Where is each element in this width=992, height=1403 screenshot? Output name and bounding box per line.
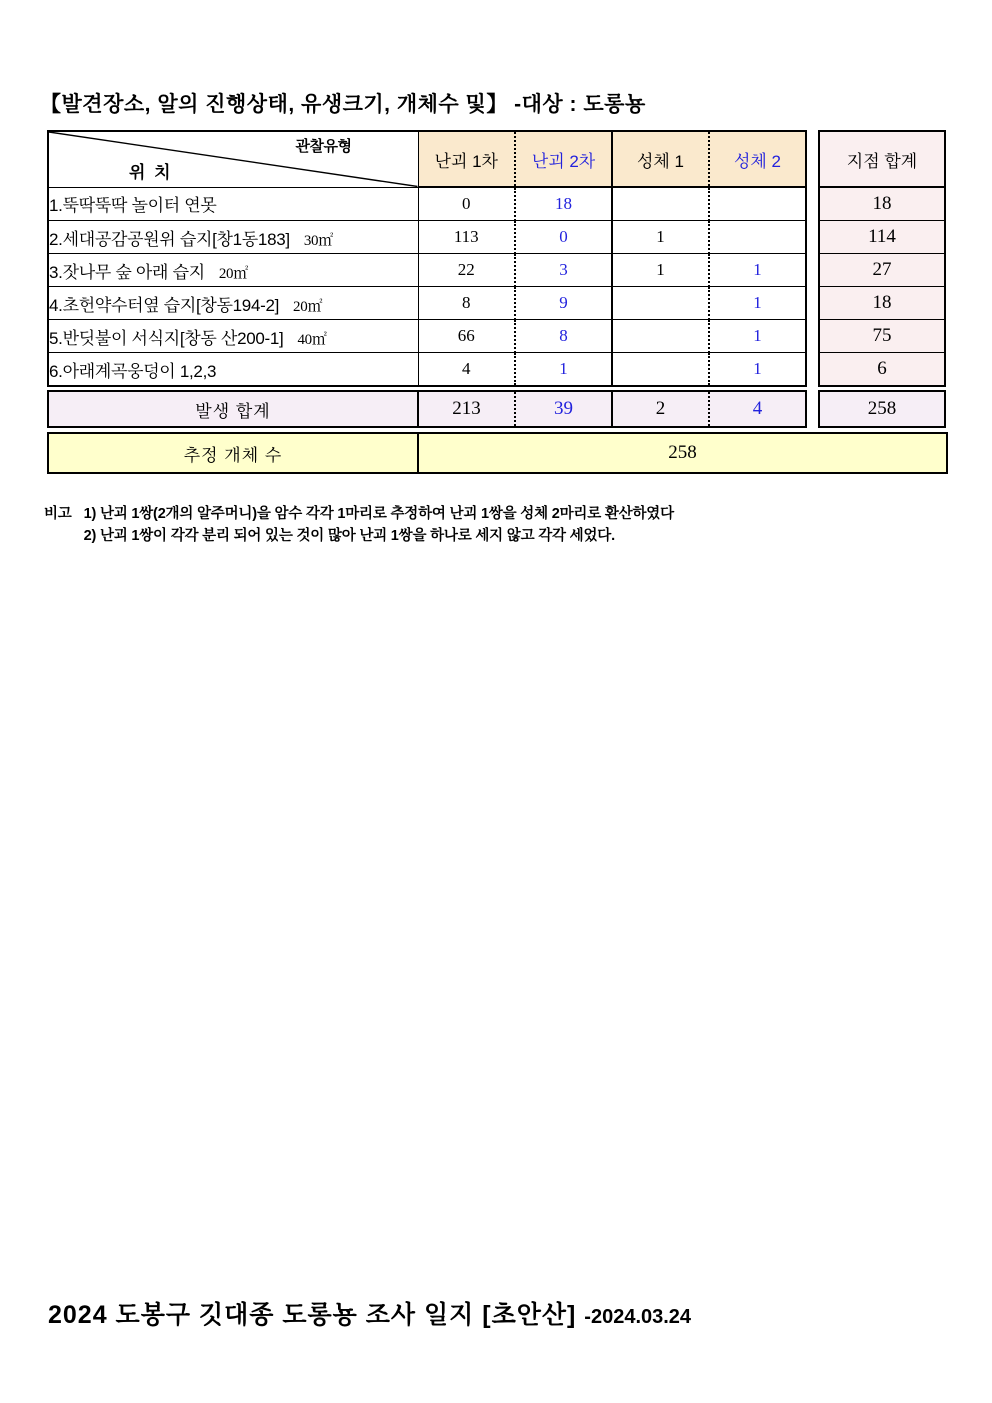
notes-label: 비고 [44, 506, 72, 522]
location-name: 6.아래계곡웅덩이 1,2,3 [49, 361, 217, 381]
location-cell [48, 320, 418, 353]
total-sum-row [819, 391, 945, 427]
cell-egg1: 0 [418, 187, 515, 221]
cell-point-total: 18 [819, 287, 945, 320]
cell-adult2: 1 [709, 254, 806, 287]
total-row [48, 391, 806, 427]
cell-adult2: 1 [709, 353, 806, 387]
location-name: 2.세대공감공원위 습지[창1동183] [49, 229, 290, 249]
cell-point-total: 27 [819, 254, 945, 287]
cell-egg2: 9 [515, 287, 612, 320]
location-cell [48, 287, 418, 320]
cell-point-total: 114 [819, 221, 945, 254]
location-area: 40㎡ [297, 331, 327, 348]
table-header-row [48, 131, 806, 187]
location-cell [48, 353, 418, 387]
location-area: 20㎡ [293, 298, 323, 315]
total-label: 발생 합계 [48, 391, 418, 427]
cell-egg2: 18 [515, 187, 612, 221]
total-egg1: 213 [418, 391, 515, 427]
sum-row [819, 187, 945, 221]
cell-adult1: 1 [612, 221, 709, 254]
notes-list [84, 503, 674, 547]
footer-title [48, 1295, 691, 1331]
location-name: 5.반딧불이 서식지[창동 산200-1] [49, 328, 284, 348]
notes-section [44, 503, 674, 547]
column-header-adult1: 성체 1 [612, 131, 709, 187]
cell-egg2: 3 [515, 254, 612, 287]
location-area: 30㎡ [303, 232, 333, 249]
location-cell [48, 187, 418, 221]
cell-egg1: 4 [418, 353, 515, 387]
point-total-column [818, 130, 946, 387]
corner-type-label: 관찰유형 [295, 138, 352, 155]
estimate-value: 258 [418, 433, 947, 473]
cell-egg2: 0 [515, 221, 612, 254]
sum-row [819, 320, 945, 353]
occurrence-total-row [47, 390, 807, 428]
estimate-row [48, 433, 947, 473]
observation-table [47, 130, 807, 387]
sum-header-row [819, 131, 945, 187]
location-cell [48, 254, 418, 287]
total-egg2: 39 [515, 391, 612, 427]
cell-adult2: 1 [709, 287, 806, 320]
sum-row [819, 221, 945, 254]
location-name: 1.뚝딱뚝딱 놀이터 연못 [49, 196, 217, 216]
estimated-population-row [47, 432, 948, 474]
cell-adult2: 1 [709, 320, 806, 353]
cell-adult2 [709, 187, 806, 221]
estimate-label: 추정 개체 수 [48, 433, 418, 473]
column-header-egg2: 난괴 2차 [515, 131, 612, 187]
cell-adult1 [612, 320, 709, 353]
cell-adult1 [612, 287, 709, 320]
location-cell [48, 221, 418, 254]
sum-row [819, 353, 945, 387]
cell-egg2: 1 [515, 353, 612, 387]
note-item: 2) 난괴 1쌍이 각각 분리 되어 있는 것이 많아 난괴 1쌍을 하나로 세지 않고 각각 세었다. [83, 528, 615, 544]
table-row [48, 320, 806, 353]
table-row [48, 221, 806, 254]
cell-egg1: 22 [418, 254, 515, 287]
cell-point-total: 75 [819, 320, 945, 353]
page-title: 【발견장소, 알의 진행상태, 유생크기, 개체수 및】 -대상 : 도롱뇽 [40, 93, 646, 116]
sum-row [819, 287, 945, 320]
corner-header-cell [48, 131, 418, 187]
table-row [48, 254, 806, 287]
cell-adult1 [612, 353, 709, 387]
location-name: 4.초헌약수터옆 습지[창동194-2] [49, 295, 280, 315]
corner-location-label: 위 치 [129, 162, 173, 182]
cell-point-total: 6 [819, 353, 945, 387]
total-adult1: 2 [612, 391, 709, 427]
table-row [48, 353, 806, 387]
note-item: 1) 난괴 1쌍(2개의 알주머니)을 암수 각각 1마리로 추정하여 난괴 1쌍을 성체 2마리로 환산하였다 [83, 506, 674, 522]
sum-row [819, 254, 945, 287]
footer-title-text: 2024 도봉구 깃대종 도롱뇽 조사 일지 [초안산] [48, 1301, 577, 1329]
location-area: 20㎡ [218, 265, 248, 282]
total-adult2: 4 [709, 391, 806, 427]
cell-egg1: 8 [418, 287, 515, 320]
cell-egg2: 8 [515, 320, 612, 353]
diagonal-divider-icon [49, 132, 418, 187]
column-header-point-total: 지점 합계 [819, 131, 945, 187]
cell-adult2 [709, 221, 806, 254]
column-header-adult2: 성체 2 [709, 131, 806, 187]
column-header-egg1: 난괴 1차 [418, 131, 515, 187]
footer-date: -2024.03.24 [584, 1306, 692, 1328]
cell-adult1: 1 [612, 254, 709, 287]
cell-egg1: 113 [418, 221, 515, 254]
total-point-sum: 258 [819, 391, 945, 427]
cell-point-total: 18 [819, 187, 945, 221]
cell-adult1 [612, 187, 709, 221]
cell-egg1: 66 [418, 320, 515, 353]
table-row [48, 287, 806, 320]
occurrence-total-sum-block [818, 390, 946, 428]
table-row [48, 187, 806, 221]
location-name: 3.잣나무 숲 아래 습지 [49, 262, 205, 282]
